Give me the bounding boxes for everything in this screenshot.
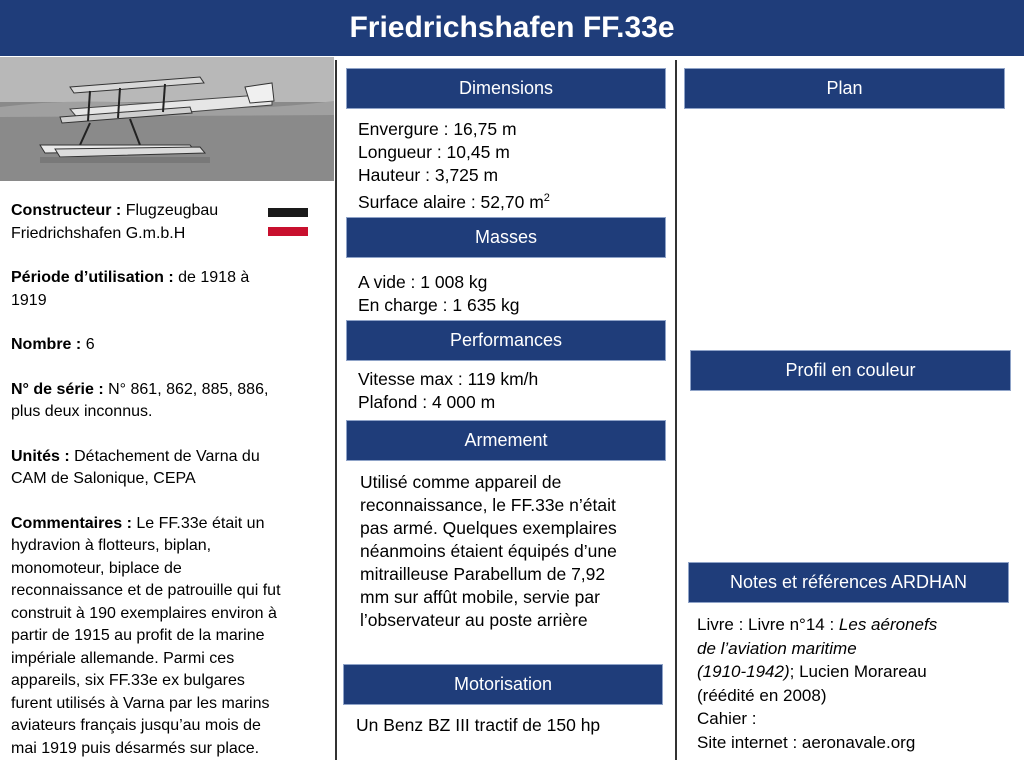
armement-header: Armement	[346, 420, 666, 461]
commentaires-line: reconnaissance et de patrouille qui fut	[11, 582, 281, 599]
armement-line: l’observateur au poste arrière	[360, 610, 588, 630]
surface-text: Surface alaire : 52,70 m	[358, 191, 544, 212]
unites-label: Unités :	[11, 447, 70, 465]
constructeur-block	[11, 200, 333, 245]
commentaires-line: partir de 1915 au profit de la marine	[11, 627, 265, 644]
commentaires-line: hydravion à flotteurs, biplan,	[11, 537, 212, 554]
livre-line-2	[697, 637, 1017, 661]
masses-header: Masses	[346, 217, 666, 258]
armement-line: mm sur affût mobile, servie par	[360, 587, 600, 607]
masses-block	[358, 271, 668, 317]
livre-author: ; Lucien Morareau	[789, 662, 927, 681]
surface-value	[358, 187, 668, 214]
info-column	[11, 200, 333, 760]
commentaires-label: Commentaires :	[11, 514, 132, 532]
envergure-value: Envergure : 16,75 m	[358, 119, 517, 139]
page-title: Friedrichshafen FF.33e	[0, 0, 1024, 56]
unites-value: Détachement de Varna du	[74, 447, 260, 465]
nombre-value: 6	[85, 336, 95, 353]
dimensions-block	[358, 118, 668, 214]
periode-block	[11, 267, 333, 312]
site-link: Site internet : aeronavale.org	[697, 732, 916, 752]
vitesse-value: Vitesse max : 119 km/h	[358, 369, 539, 389]
periode-value: de 1918 à	[178, 269, 250, 286]
constructeur-value-2: Friedrichshafen G.m.b.H	[11, 224, 186, 242]
livre-line-3	[697, 660, 1017, 684]
commentaires-line: construit à 190 exemplaires environ à	[11, 604, 277, 622]
commentaires-line: appareils, six FF.33e ex bulgares	[11, 672, 245, 689]
livre-title-2: de l’aviation maritime	[697, 638, 857, 658]
dimensions-header: Dimensions	[346, 68, 666, 109]
periode-value-2: 1919	[11, 291, 47, 309]
motorisation-header: Motorisation	[343, 664, 663, 705]
livre-title: Les aéronefs	[838, 615, 938, 634]
commentaires-line: impériale allemande. Parmi ces	[11, 649, 235, 667]
plan-header: Plan	[684, 68, 1005, 109]
serie-block	[11, 379, 333, 424]
unites-block	[11, 446, 333, 491]
nombre-block	[11, 334, 333, 357]
longueur-value: Longueur : 10,45 m	[358, 142, 510, 162]
serie-value: N° 861, 862, 885, 886,	[108, 380, 269, 398]
performances-header: Performances	[346, 320, 666, 361]
constructeur-value: Flugzeugbau	[125, 202, 219, 219]
notes-header: Notes et références ARDHAN	[688, 562, 1009, 603]
commentaires-line: monomoteur, biplace de	[11, 559, 182, 577]
hauteur-value: Hauteur : 3,725 m	[358, 165, 499, 185]
commentaires-line: furent utilisés à Varna par les marins	[11, 694, 270, 712]
surface-exponent: 2	[543, 192, 550, 204]
serie-label: N° de série :	[11, 380, 104, 398]
livre-reedit: (réédité en 2008)	[697, 685, 827, 705]
commentaires-line: Le FF.33e était un	[136, 514, 265, 532]
armement-line: pas armé. Quelques exemplaires	[360, 518, 617, 538]
periode-label: Période d’utilisation :	[11, 269, 174, 286]
livre-title-3: (1910-1942)	[697, 662, 790, 681]
aircraft-photo	[0, 57, 334, 181]
armement-line: reconnaissance, le FF.33e n’était	[360, 495, 616, 515]
profil-header: Profil en couleur	[690, 350, 1011, 391]
commentaires-line: mai 1919 puis désarmés sur place.	[11, 739, 260, 757]
armement-block	[360, 471, 670, 632]
armement-line: Utilisé comme appareil de	[360, 472, 562, 492]
unites-value-2: CAM de Salonique, CEPA	[11, 470, 196, 487]
column-divider-left	[335, 60, 337, 760]
livre-prefix: Livre : Livre n°14 :	[697, 615, 839, 634]
serie-value-2: plus deux inconnus.	[11, 403, 153, 420]
column-divider-right	[675, 60, 677, 760]
masse-vide-value: A vide : 1 008 kg	[358, 272, 488, 292]
performances-block	[358, 368, 668, 414]
armement-line: néanmoins étaient équipés d’une	[360, 541, 617, 561]
armement-line: mitrailleuse Parabellum de 7,92	[360, 564, 606, 584]
commentaires-line: aviateurs français jusqu’au mois de	[11, 717, 261, 734]
masse-charge-value: En charge : 1 635 kg	[358, 295, 520, 315]
commentaires-block	[11, 513, 333, 761]
nombre-label: Nombre :	[11, 336, 82, 353]
constructeur-label: Constructeur :	[11, 202, 122, 219]
cahier-value: Cahier :	[697, 709, 757, 728]
notes-block	[697, 613, 1017, 754]
plafond-value: Plafond : 4 000 m	[358, 392, 496, 412]
motorisation-text: Un Benz BZ III tractif de 150 hp	[356, 715, 601, 735]
seaplane-image	[0, 57, 334, 181]
livre-line	[697, 613, 1017, 637]
